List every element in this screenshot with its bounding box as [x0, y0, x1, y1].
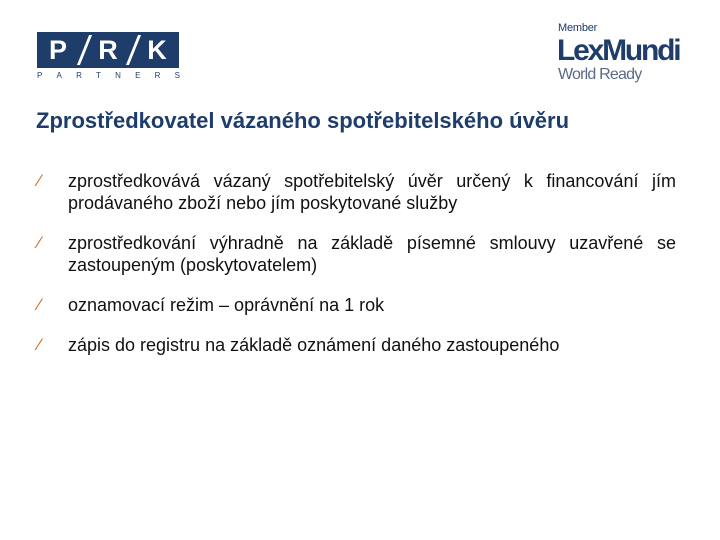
lexmundi-tagline: World Ready — [558, 66, 642, 83]
prk-logo-box — [37, 32, 179, 68]
prk-subtitle-letter: E — [135, 71, 141, 80]
prk-logo-letter-p: P — [48, 35, 67, 65]
prk-subtitle-letter: P — [37, 71, 43, 80]
prk-logo-slash — [126, 35, 141, 65]
prk-subtitle-letter: A — [56, 71, 62, 80]
bullet-slash-icon: ⁄ — [38, 171, 41, 190]
prk-partners-logo — [37, 32, 180, 80]
bullet-item — [36, 170, 676, 214]
bullet-list — [36, 170, 676, 374]
bullet-item — [36, 294, 676, 316]
bullet-slash-icon: ⁄ — [38, 295, 41, 314]
bullet-text: zápis do registru na základě oznámení daného zastoupeného — [68, 335, 560, 355]
bullet-item — [36, 334, 676, 356]
prk-logo-letter-k: K — [147, 35, 167, 65]
prk-subtitle-letter: R — [154, 71, 161, 80]
bullet-slash-icon: ⁄ — [38, 233, 41, 252]
lexmundi-member-label: Member — [558, 22, 598, 34]
slide-title: Zprostředkovatel vázaného spotřebitelského úvěru — [36, 108, 570, 133]
bullet-text: oznamovací režim – oprávnění na 1 rok — [68, 295, 385, 315]
prk-subtitle-letter: R — [76, 71, 82, 80]
bullet-text: zprostředkování výhradně na základě písemné smlouvy uzavřené se zastoupeným (poskytovatelem) — [68, 233, 676, 275]
bullet-item — [36, 232, 676, 276]
bullet-text: zprostředkovává vázaný spotřebitelský úvěr určený k financování jím prodávaného zboží nebo jím poskytované služby — [68, 171, 676, 213]
lexmundi-logo — [557, 22, 687, 86]
prk-subtitle-letter: N — [115, 71, 121, 80]
prk-logo-letter-r: R — [98, 35, 118, 65]
lexmundi-name: LexMundi — [557, 34, 680, 67]
prk-logo-slash — [77, 35, 92, 65]
prk-logo-subtitle — [37, 71, 180, 80]
bullet-slash-icon: ⁄ — [38, 335, 41, 354]
prk-subtitle-letter: S — [174, 71, 180, 80]
prk-subtitle-letter: T — [96, 71, 101, 80]
